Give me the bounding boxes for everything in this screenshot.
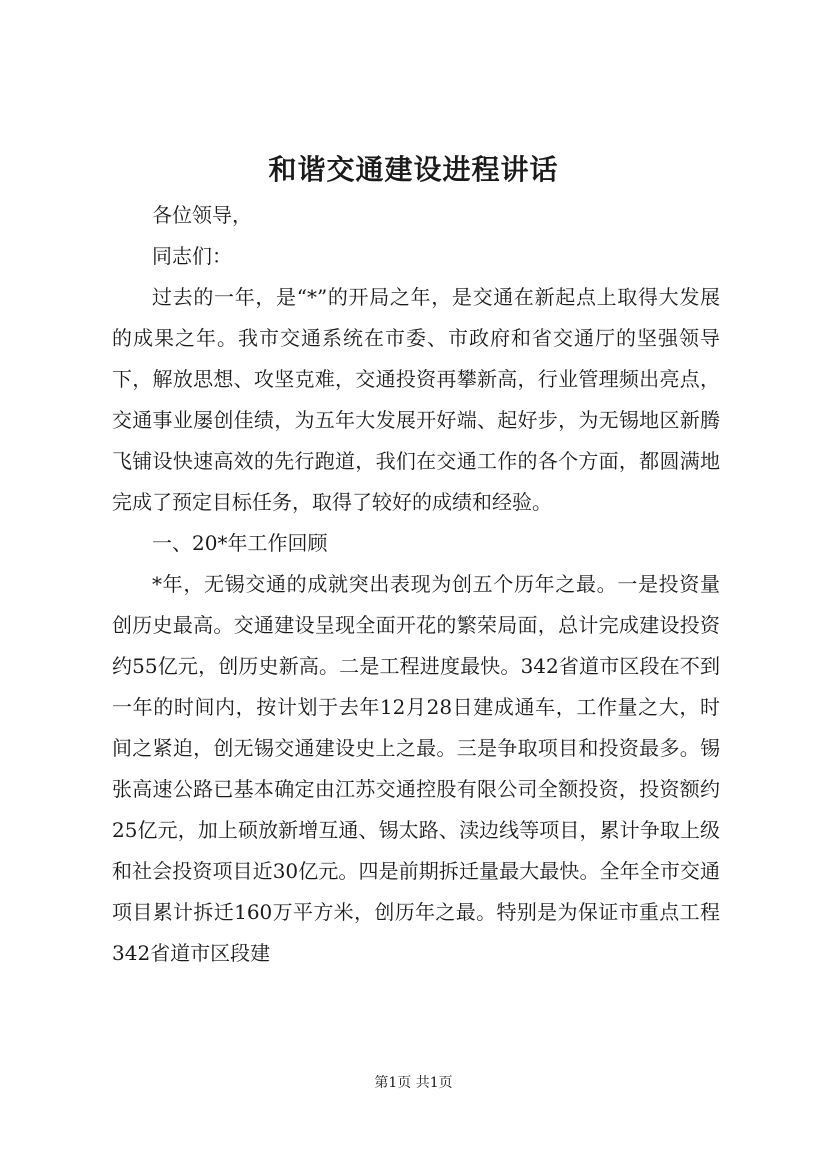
salutation-leaders: 各位领导， (152, 203, 252, 227)
document-body (112, 195, 720, 974)
paragraph-intro: 过去的一年，是“*”的开局之年，是交通在新起点上取得大发展的成果之年。我市交通系统在市委、市政府和省交通厅的坚强领导下，解放思想、攻坚克难，交通投资再攀新高，行业管理频出亮点，交通事业屡创佳绩，为五年大发展开好端、起好步，为无锡地区新腾飞铺设快速高效的先行跑道，我们在交通工作的各个方面，都圆满地完成了预定目标任务，取得了较好的成绩和经验。 (112, 285, 720, 514)
document-title: 和谐交通建设进程讲话 (268, 153, 559, 186)
salutation-comrades: 同志们： (152, 244, 232, 268)
section-heading: 一、20*年工作回顾 (152, 531, 328, 555)
page-footer: 第1页 共1页 (374, 1075, 453, 1091)
paragraph-review: *年，无锡交通的成就突出表现为创五个历年之最。一是投资量创历史最高。交通建设呈现全面开花的繁荣局面，总计完成建设投资约55亿元，创历史新高。二是工程进度最快。342省道市区段在不到一年的时间内，按计划于去年12月28日建成通车，工作量之大，时间之紧迫，创无锡交通建设史上之最。三是争取项目和投资最多。锡张高速公路已基本确定由江苏交通控股有限公司全额投资，投资额约25亿元，加上硕放新增互通、锡太路、渎边线等项目，累计争取上级和社会投资项目近30亿元。四是前期拆迁量最大最快。全年全市交通项目累计拆迁160万平方米，创历年之最。特别是为保证市重点工程342省道市区段建 (112, 572, 720, 965)
